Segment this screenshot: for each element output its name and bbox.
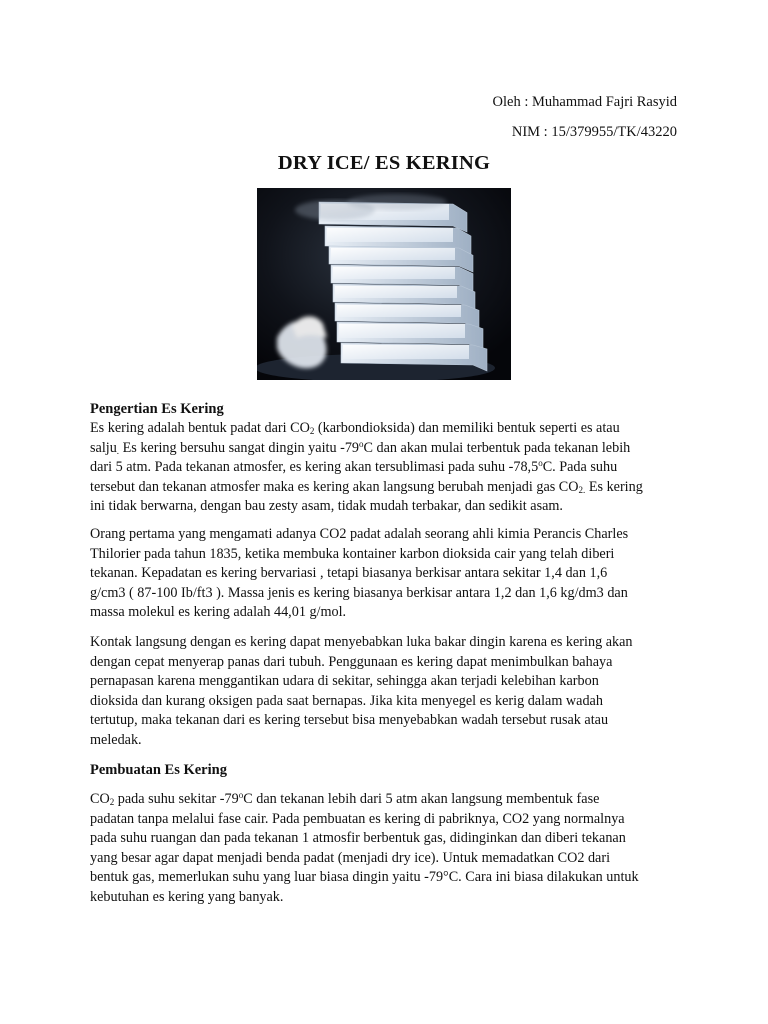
paragraph-line bbox=[90, 564, 678, 584]
text-run: (karbondioksida) dan memiliki bentuk seperti es atau bbox=[314, 420, 620, 436]
paragraph-line bbox=[90, 849, 678, 869]
text-run: massa molekul es kering adalah 44,01 g/mol. bbox=[90, 604, 347, 621]
paragraph-line bbox=[90, 633, 678, 653]
text-run: kebutuhan es kering yang banyak. bbox=[90, 888, 284, 905]
text-run: C dan akan mulai terbentuk pada tekanan lebih bbox=[363, 439, 631, 456]
text-run: meledak. bbox=[90, 731, 142, 748]
dry-ice-blocks-photo bbox=[257, 188, 511, 380]
paragraph-line bbox=[90, 868, 678, 888]
paragraph-line bbox=[90, 790, 678, 810]
ice-slab-face bbox=[333, 267, 455, 279]
text-run: o bbox=[238, 790, 244, 800]
paragraph bbox=[90, 790, 678, 908]
text-run: yang besar agar dapat menjadi benda padat (menjadi dry ice). Untuk memadatkan CO2 dari bbox=[90, 849, 611, 866]
paragraph-line bbox=[90, 888, 678, 908]
text-run: tersebut dan tekanan atmosfer maka es kering akan langsung berubah menjadi gas CO bbox=[90, 478, 579, 495]
text-run: 2 bbox=[109, 797, 115, 807]
text-run: bentuk gas, memerlukan suhu yang luar biasa dingin yaitu -79°C. Cara ini biasa dilakukan untuk bbox=[90, 869, 639, 886]
paragraph-line bbox=[90, 545, 678, 565]
text-run: dengan cepat menyerap panas dari tubuh. Penggunaan es kering dapat menimbulkan bahaya bbox=[90, 653, 613, 670]
paragraph-line bbox=[90, 711, 678, 731]
paragraph bbox=[90, 419, 678, 517]
paragraph bbox=[90, 633, 678, 751]
section-heading: Pembuatan Es Kering bbox=[90, 762, 227, 778]
document-title: DRY ICE/ ES KERING bbox=[277, 152, 491, 174]
ice-slab-face bbox=[339, 324, 465, 338]
paragraph bbox=[90, 525, 678, 623]
ice-slab-face bbox=[335, 286, 457, 298]
author-line: Oleh : Muhammad Fajri Rasyid bbox=[492, 94, 677, 110]
paragraph-line bbox=[90, 692, 678, 712]
ice-slab-face bbox=[331, 248, 455, 260]
ice-slab-face bbox=[337, 305, 461, 317]
text-run: dioksida dan kurang oksigen pada saat bernapas. Jika kita menyegel es kerig dalam wadah bbox=[90, 692, 603, 709]
text-run: tertutup, maka tekanan dari es kering tersebut bisa menyebabkan wadah tersebut rusak atau bbox=[90, 712, 609, 729]
paragraph-line bbox=[90, 458, 678, 478]
paragraph-line bbox=[90, 439, 678, 459]
text-run: salju bbox=[90, 439, 117, 456]
text-run: tekanan. Kepadatan es kering bervariasi , tetapi biasanya berkisar antara sekitar 1,4 dan 1,6 bbox=[90, 565, 608, 582]
ice-slab-face bbox=[327, 228, 453, 242]
paragraph-line bbox=[90, 497, 678, 517]
text-run: Es kering adalah bentuk padat dari CO bbox=[90, 420, 310, 436]
paragraph-line bbox=[90, 829, 678, 849]
text-run: o bbox=[538, 458, 543, 469]
text-run: pada suhu sekitar -79 bbox=[114, 791, 239, 807]
text-run: o bbox=[359, 438, 364, 449]
paragraph-line bbox=[90, 672, 678, 692]
text-run: C. Pada suhu bbox=[542, 459, 618, 476]
text-run: Es kering bbox=[585, 478, 643, 495]
text-run: padatan tanpa melalui fase cair. Pada pembuatan es kering di pabriknya, CO2 yang normalnya bbox=[90, 810, 625, 827]
text-run: pernapasan karena menggantikan udara di sekitar, sehingga akan terjadi kelebihan karbon bbox=[90, 673, 599, 690]
text-run: Kontak langsung dengan es kering dapat menyebabkan luka bakar dingin karena es kering akan bbox=[90, 634, 633, 650]
text-run: g/cm3 ( 87-100 Ib/ft3 ). Massa jenis es kering biasanya berkisar antara 1,2 dan 1,6 kg/dm3 dan bbox=[90, 584, 628, 601]
text-run: CO bbox=[90, 791, 110, 807]
text-run: Orang pertama yang mengamati adanya CO2 padat adalah seorang ahli kimia Perancis Charles bbox=[90, 526, 629, 542]
paragraph-line bbox=[90, 419, 678, 439]
text-run: ini tidak berwarna, dengan bau zesty asam, tidak mudah terbakar, dan sedikit asam. bbox=[90, 498, 563, 515]
paragraph-line bbox=[90, 810, 678, 830]
ice-slab-face bbox=[343, 345, 469, 359]
nim-line: NIM : 15/379955/TK/43220 bbox=[511, 124, 677, 140]
paragraph-line bbox=[90, 603, 678, 623]
text-run: 2. bbox=[578, 484, 586, 495]
paragraph-line bbox=[90, 525, 678, 545]
section-heading: Pengertian Es Kering bbox=[90, 401, 224, 417]
text-run: . bbox=[116, 445, 120, 456]
paragraph-line bbox=[90, 584, 678, 604]
text-run: Es kering bersuhu sangat dingin yaitu -79 bbox=[119, 439, 360, 456]
paragraph-line bbox=[90, 653, 678, 673]
text-run: pada suhu ruangan dan pada tekanan 1 atmosfir berbentuk gas, didinginkan dan diberi tekanan bbox=[90, 830, 626, 847]
text-run: Thilorier pada tahun 1835, ketika membuka kontainer karbon dioksida cair yang telah diberi bbox=[90, 545, 615, 562]
text-run: C dan tekanan lebih dari 5 atm akan langsung membentuk fase bbox=[243, 791, 600, 807]
paragraph-line bbox=[90, 731, 678, 751]
text-run: 2 bbox=[309, 426, 315, 436]
text-run: dari 5 atm. Pada tekanan atmosfer, es kering akan tersublimasi pada suhu -78,5 bbox=[90, 459, 539, 476]
paragraph-line bbox=[90, 478, 678, 498]
